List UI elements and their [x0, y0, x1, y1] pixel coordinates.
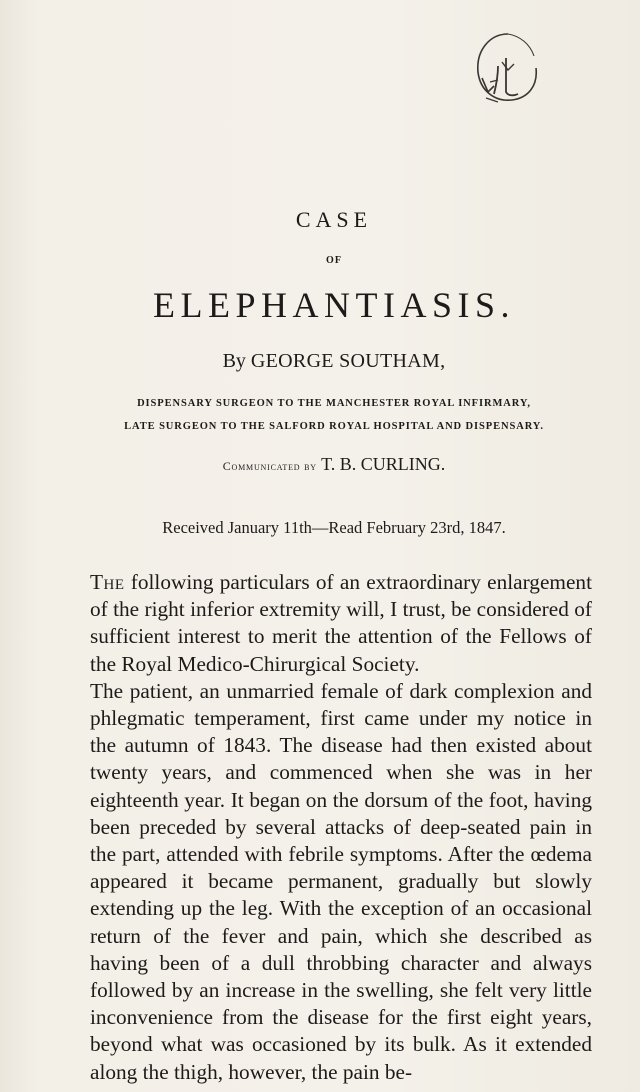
author-prefix: By [222, 350, 246, 372]
affiliation-line-1: DISPENSARY SURGEON TO THE MANCHESTER ROYAL INFIRMARY, [137, 398, 531, 409]
communicated-line [0, 454, 640, 475]
body-text [90, 569, 592, 1086]
paragraph-1-lead: The [90, 570, 125, 594]
paragraph-1-text: following particulars of an extraordinary enlargement of the right inferior extremity will, I trust, be considered of sufficient interest to merit the attention of the Fellows of the Royal Medico-Chirurgical Society. [90, 570, 592, 676]
page-title: ELEPHANTIASIS. [153, 285, 515, 325]
received-date-line: Received January 11th—Read February 23rd, 1847. [162, 518, 506, 537]
heading-case: CASE [295, 207, 373, 232]
author-name: GEORGE SOUTHAM, [250, 350, 446, 372]
paragraph-1 [90, 569, 592, 678]
heading-of: OF [326, 255, 342, 266]
communicated-prefix: Communicated by [222, 459, 317, 473]
author-line [0, 350, 640, 373]
communicated-name: T. B. CURLING. [321, 454, 446, 474]
paragraph-2: The patient, an unmarried female of dark complexion and phlegmatic temperament, first came under my notice in the autumn of 1843. The disease had then existed about twenty years, and commenced when she was in her eighteenth year. It began on the dorsum of the foot, having been preceded by several attacks of deep-seated pain in the part, attended with febrile symptoms. After the œdema appeared it became permanent, gradually but slowly extending up the leg. With the exception of an occasional return of the fever and pain, which she described as having been of a dull throbbing character and always followed by an increase in the swelling, she felt very little inconvenience from the disease for the first eight years, beyond what was occasioned by its bulk. As it extended along the thigh, however, the pain be- [90, 678, 592, 1084]
affiliation-line-2: LATE SURGEON TO THE SALFORD ROYAL HOSPITAL AND DISPENSARY. [124, 421, 544, 432]
library-stamp-icon [468, 28, 544, 108]
